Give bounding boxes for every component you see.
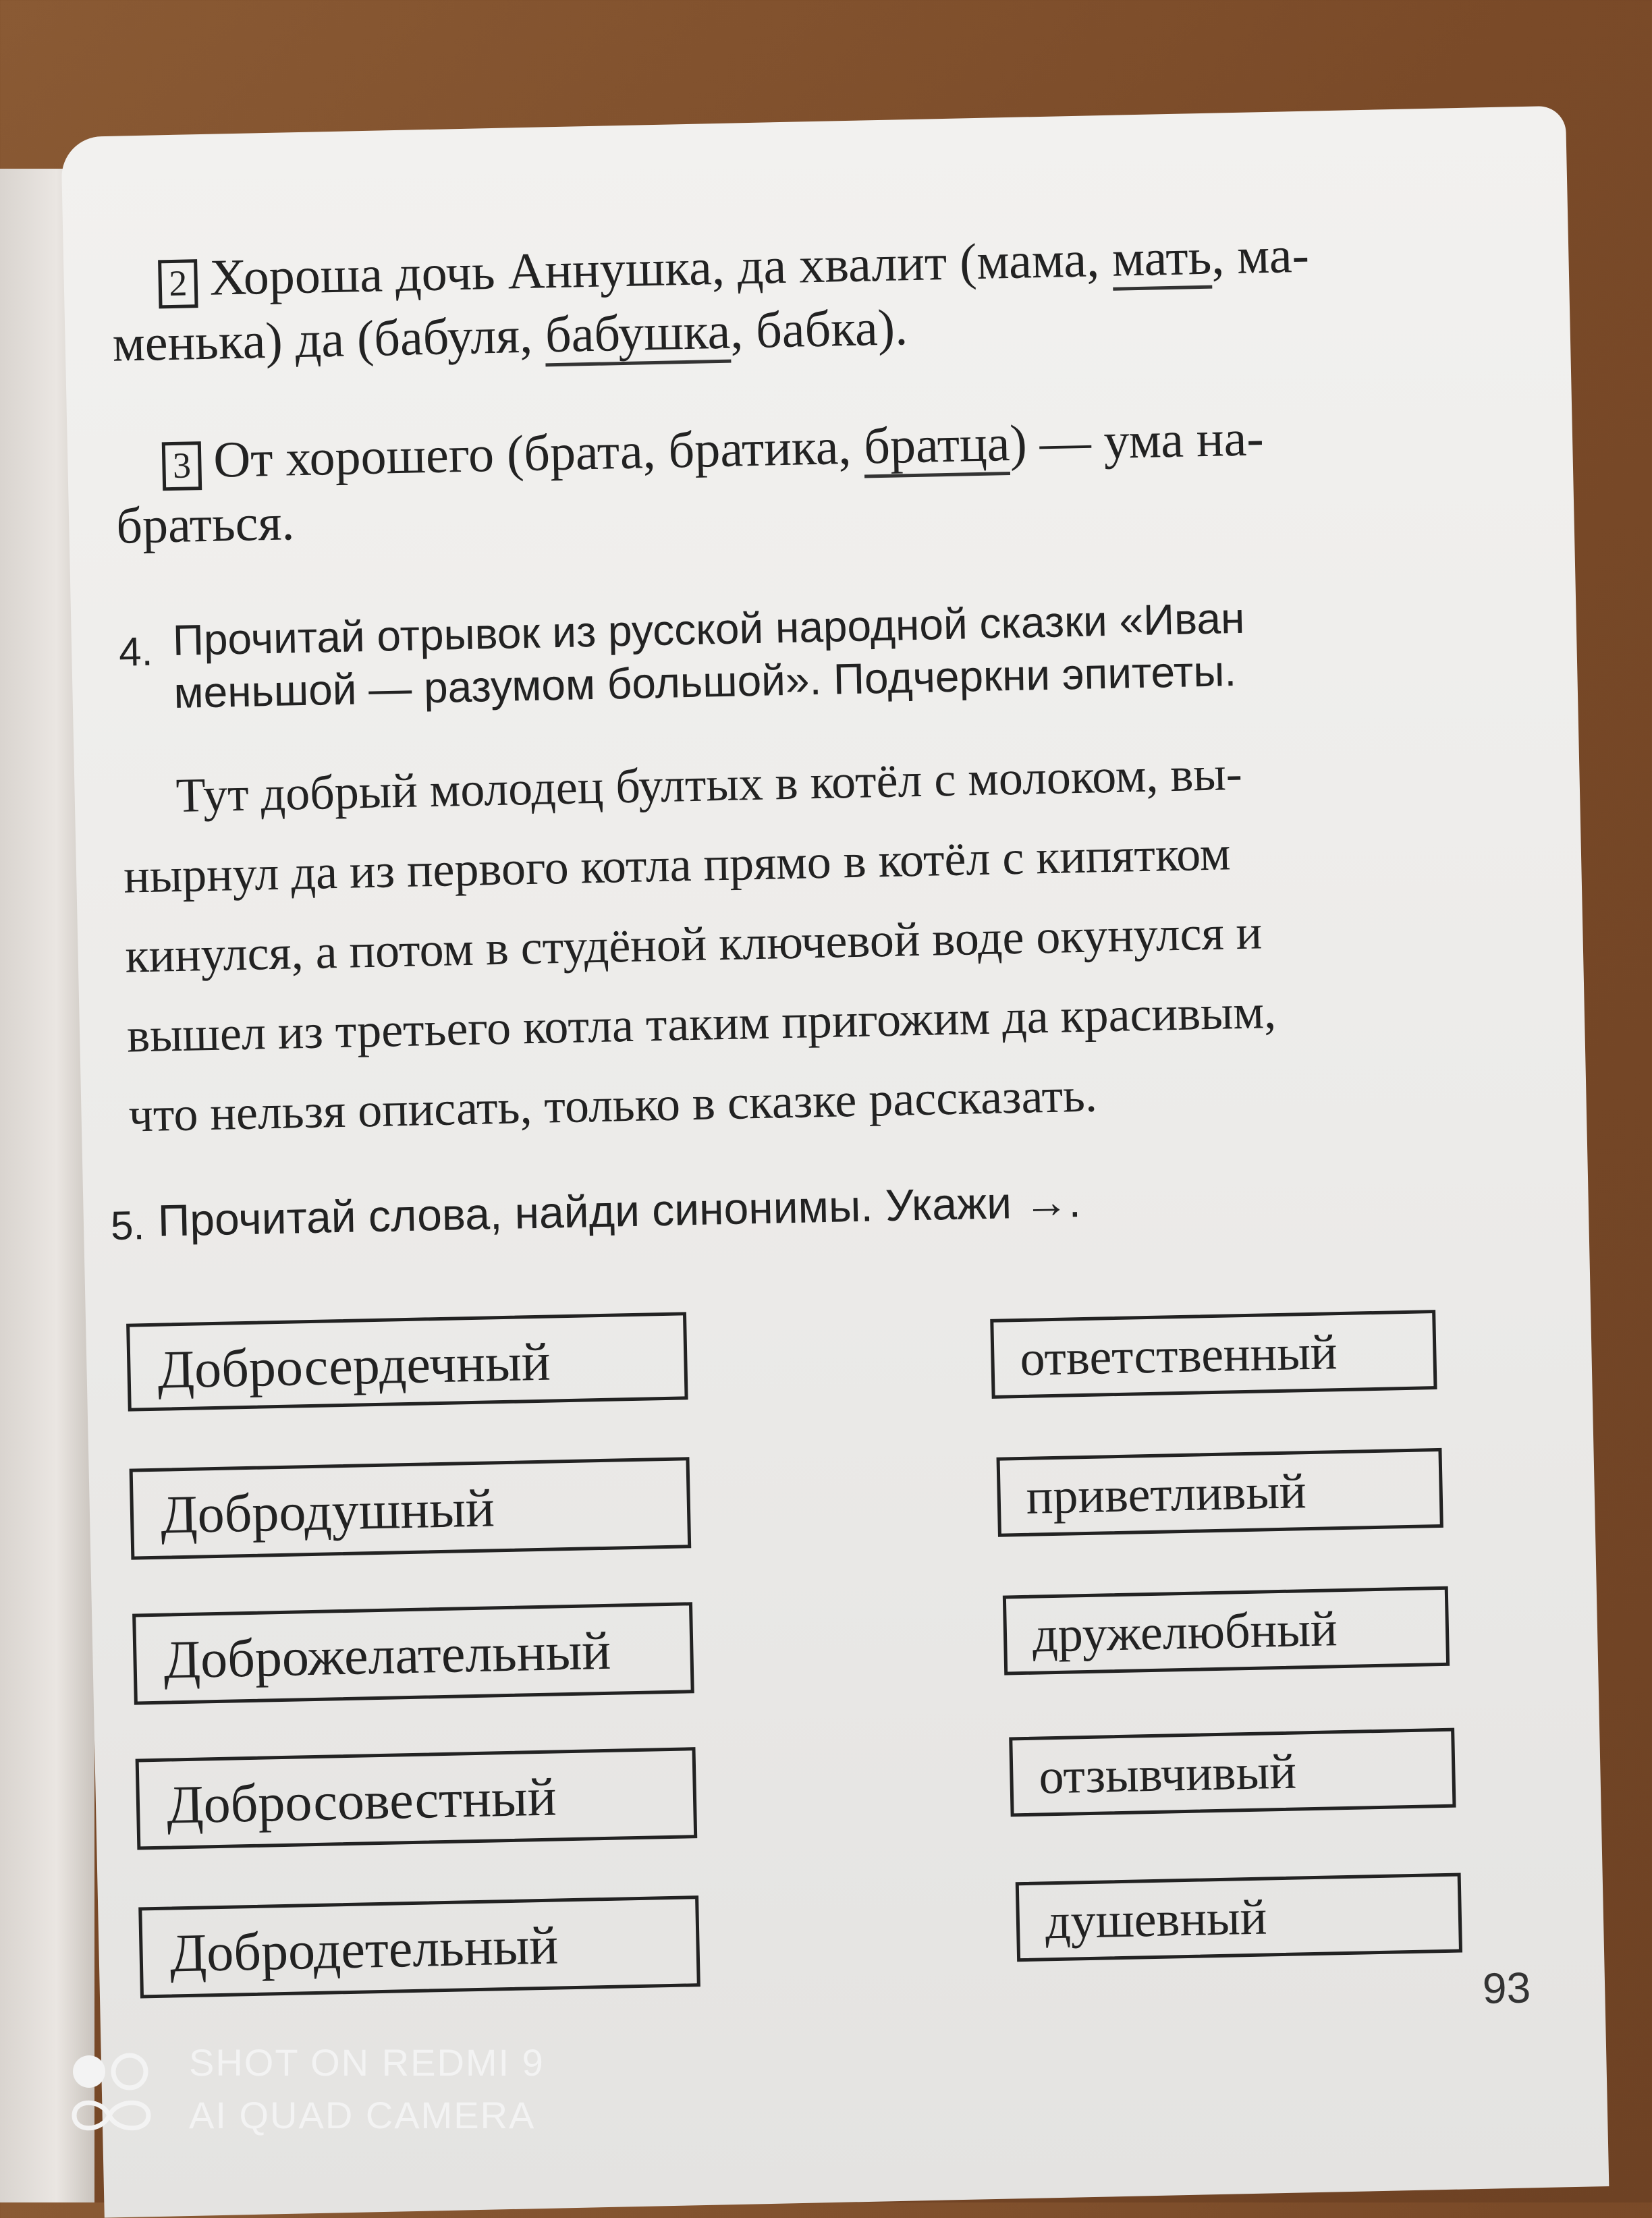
task3-number: 3 [162, 441, 202, 491]
underlined-word: мать [1111, 229, 1212, 291]
word-box-left[interactable]: Добросовестный [136, 1747, 698, 1850]
task3-line1: 3 От хорошего (брата, братика, братца) — ума на- [161, 409, 1264, 491]
underlined-word: бабушка [545, 303, 731, 367]
watermark-line1: SHOT ON REDMI 9 [189, 2041, 545, 2084]
camera-watermark [189, 2036, 545, 2142]
task2-number: 2 [158, 259, 198, 308]
task4-label: 4. [118, 628, 153, 675]
page-number: 93 [1482, 1963, 1531, 2013]
task5-label: 5. [110, 1202, 145, 1249]
word-box-left[interactable]: Добродетельный [138, 1895, 700, 1998]
task2-line2: менька) да (бабуля, бабушка, бабка). [111, 299, 908, 372]
word-box-right[interactable]: дружелюбный [1003, 1586, 1450, 1675]
task4-instruction-line2: меньшой — разумом большой». Подчеркни эпитеты. [173, 646, 1237, 718]
camera-logo-icon [67, 2045, 155, 2139]
task2-line1: 2 Хороша дочь Аннушка, да хвалит (мама, мать, ма- [158, 226, 1310, 309]
task5-instruction: Прочитай слова, найди синонимы. Укажи →. [157, 1176, 1082, 1246]
task4-paragraph-line: Тут добрый молодец бултых в котёл с молоком, вы- [175, 746, 1243, 823]
watermark-line2: AI QUAD CAMERA [189, 2094, 536, 2136]
word-box-right[interactable]: ответственный [990, 1310, 1437, 1399]
task4-paragraph-line: вышел из третьего котла таким пригожим да красивым, [126, 984, 1277, 1063]
word-box-left[interactable]: Доброжелательный [132, 1602, 694, 1704]
task4-instruction-line1: Прочитай отрывок из русской народной сказки «Иван [172, 593, 1246, 665]
word-box-left[interactable]: Добросердечный [126, 1312, 688, 1411]
task4-paragraph-line: что нельзя описать, только в сказке рассказать. [128, 1068, 1098, 1142]
word-box-left[interactable]: Добродушный [130, 1457, 692, 1559]
workbook-page [61, 106, 1609, 2218]
task4-paragraph-line: кинулся, а потом в студёной ключевой воде окунулся и [124, 905, 1263, 983]
task3-line2: браться. [115, 494, 296, 555]
underlined-word: братца [863, 415, 1010, 478]
word-box-right[interactable]: отзывчивый [1009, 1728, 1456, 1817]
word-box-right[interactable]: приветливый [997, 1448, 1443, 1537]
task4-paragraph-line: нырнул да из первого котла прямо в котёл с кипятком [123, 826, 1232, 904]
word-box-right[interactable]: душевный [1016, 1873, 1462, 1962]
